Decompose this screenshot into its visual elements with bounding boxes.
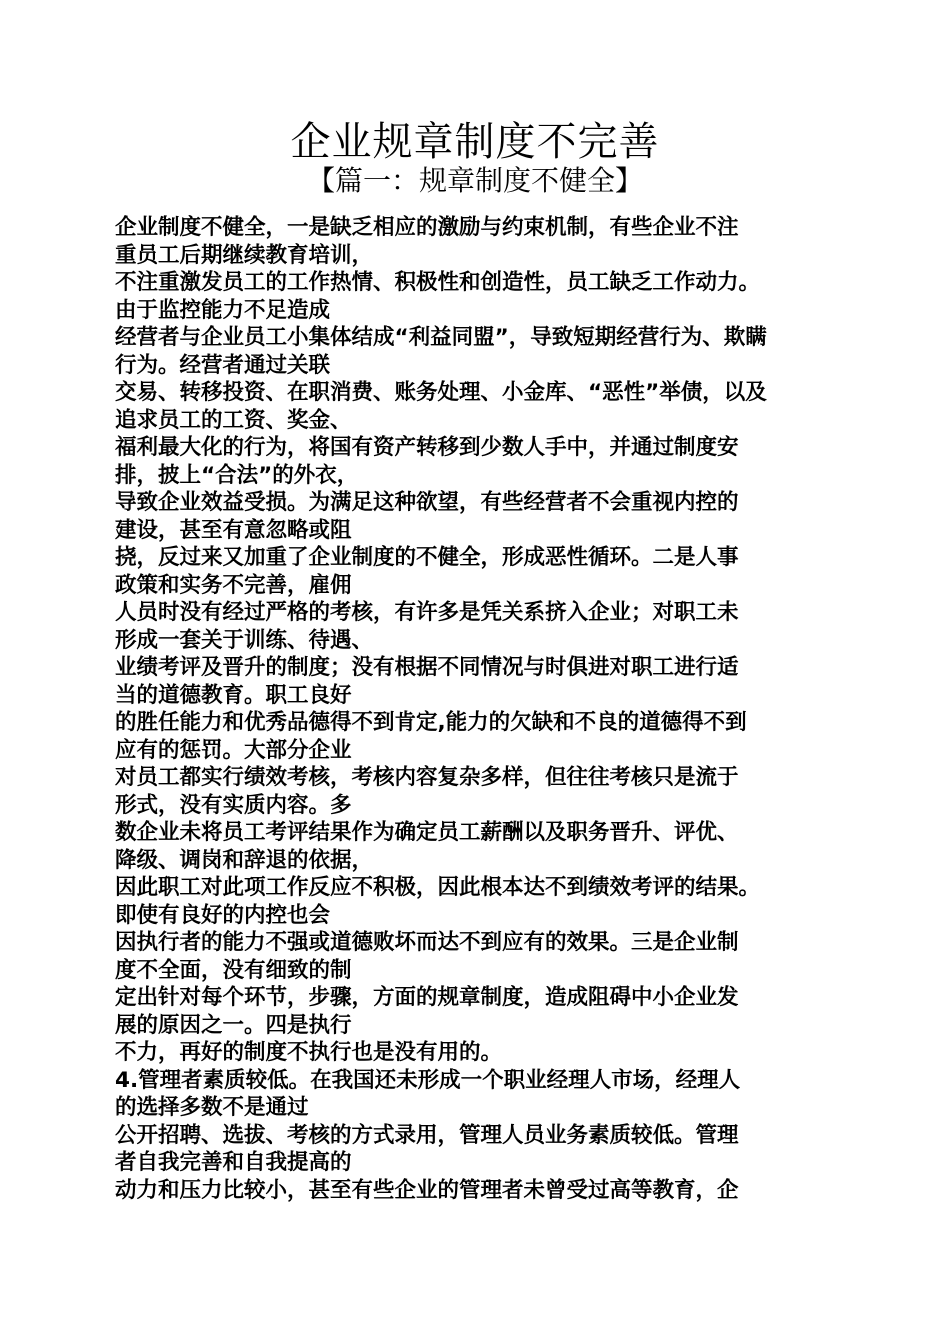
document-body — [115, 214, 837, 1204]
body-line: 的胜任能力和优秀品德得不到肯定,能力的欠缺和不良的道德得不到 — [115, 710, 747, 735]
body-line: 建设，甚至有意忽略或阻 — [115, 517, 352, 543]
body-line: 企业制度不健全，一是缺乏相应的激励与约束机制，有些企业不注 — [115, 215, 739, 240]
body-line: 降级、调岗和辞退的依据， — [115, 847, 374, 873]
body-line: 不注重激发员工的工作热情、积极性和创造性，员工缺乏工作动力。 — [115, 270, 761, 295]
body-line: 不力，再好的制度不执行也是没有用的。 — [115, 1040, 503, 1065]
body-line: 因执行者的能力不强或道德败坏而达不到应有的效果。三是企业制 — [115, 930, 739, 955]
body-line: 应有的惩罚。大部分企业 — [115, 737, 352, 763]
body-line: 公开招聘、选拔、考核的方式录用，管理人员业务素质较低。管理 — [115, 1122, 739, 1148]
document-subtitle: 【篇一：规章制度不健全】 — [306, 164, 643, 197]
body-line: 挠，反过来又加重了企业制度的不健全，形成恶性循环。二是人事 — [115, 545, 739, 570]
body-line: 追求员工的工资、奖金、 — [115, 407, 352, 433]
body-line: 者自我完善和自我提高的 — [115, 1150, 352, 1175]
body-line: 排，披上“合法”的外衣， — [115, 462, 359, 488]
body-line: 经营者与企业员工小集体结成“利益同盟”，导致短期经营行为、欺瞒 — [115, 325, 767, 350]
body-line: 对员工都实行绩效考核，考核内容复杂多样，但往往考核只是流于 — [115, 765, 739, 790]
body-line: 形成一套关于训练、待遇、 — [115, 627, 374, 653]
body-line: 数企业未将员工考评结果作为确定员工薪酬以及职务晋升、评优、 — [115, 820, 739, 845]
body-line: 即使有良好的内控也会 — [115, 902, 331, 928]
body-line: 交易、转移投资、在职消费、账务处理、小金库、“恶性”举债，以及 — [115, 380, 767, 405]
body-line: 政策和实务不完善，雇佣 — [115, 572, 352, 598]
body-line: 当的道德教育。职工良好 — [115, 682, 352, 708]
body-line: 4.管理者素质较低。在我国还未形成一个职业经理人市场，经理人 — [115, 1067, 741, 1093]
body-line: 行为。经营者通过关联 — [115, 352, 331, 378]
body-line: 定出针对每个环节，步骤，方面的规章制度，造成阻碍中小企业发 — [115, 985, 739, 1010]
body-line: 展的原因之一。四是执行 — [115, 1012, 352, 1038]
body-line: 因此职工对此项工作反应不积极，因此根本达不到绩效考评的结果。 — [115, 875, 761, 900]
body-line: 度不全面，没有细致的制 — [115, 957, 352, 983]
document-title: 企业规章制度不完善 — [290, 119, 660, 165]
body-line: 动力和压力比较小，甚至有些企业的管理者未曾受过高等教育，企 — [115, 1177, 739, 1203]
body-line: 的选择多数不是通过 — [115, 1095, 309, 1120]
body-line: 由于监控能力不足造成 — [115, 297, 331, 323]
body-line: 业绩考评及晋升的制度；没有根据不同情况与时俱进对职工进行适 — [115, 655, 739, 680]
body-line: 福利最大化的行为，将国有资产转移到少数人手中，并通过制度安 — [115, 435, 739, 460]
body-line: 重员工后期继续教育培训， — [115, 242, 374, 268]
body-line: 人员时没有经过严格的考核，有许多是凭关系挤入企业；对职工未 — [115, 600, 739, 625]
body-line: 导致企业效益受损。为满足这种欲望，有些经营者不会重视内控的 — [115, 490, 739, 515]
body-line: 形式，没有实质内容。多 — [115, 792, 352, 818]
